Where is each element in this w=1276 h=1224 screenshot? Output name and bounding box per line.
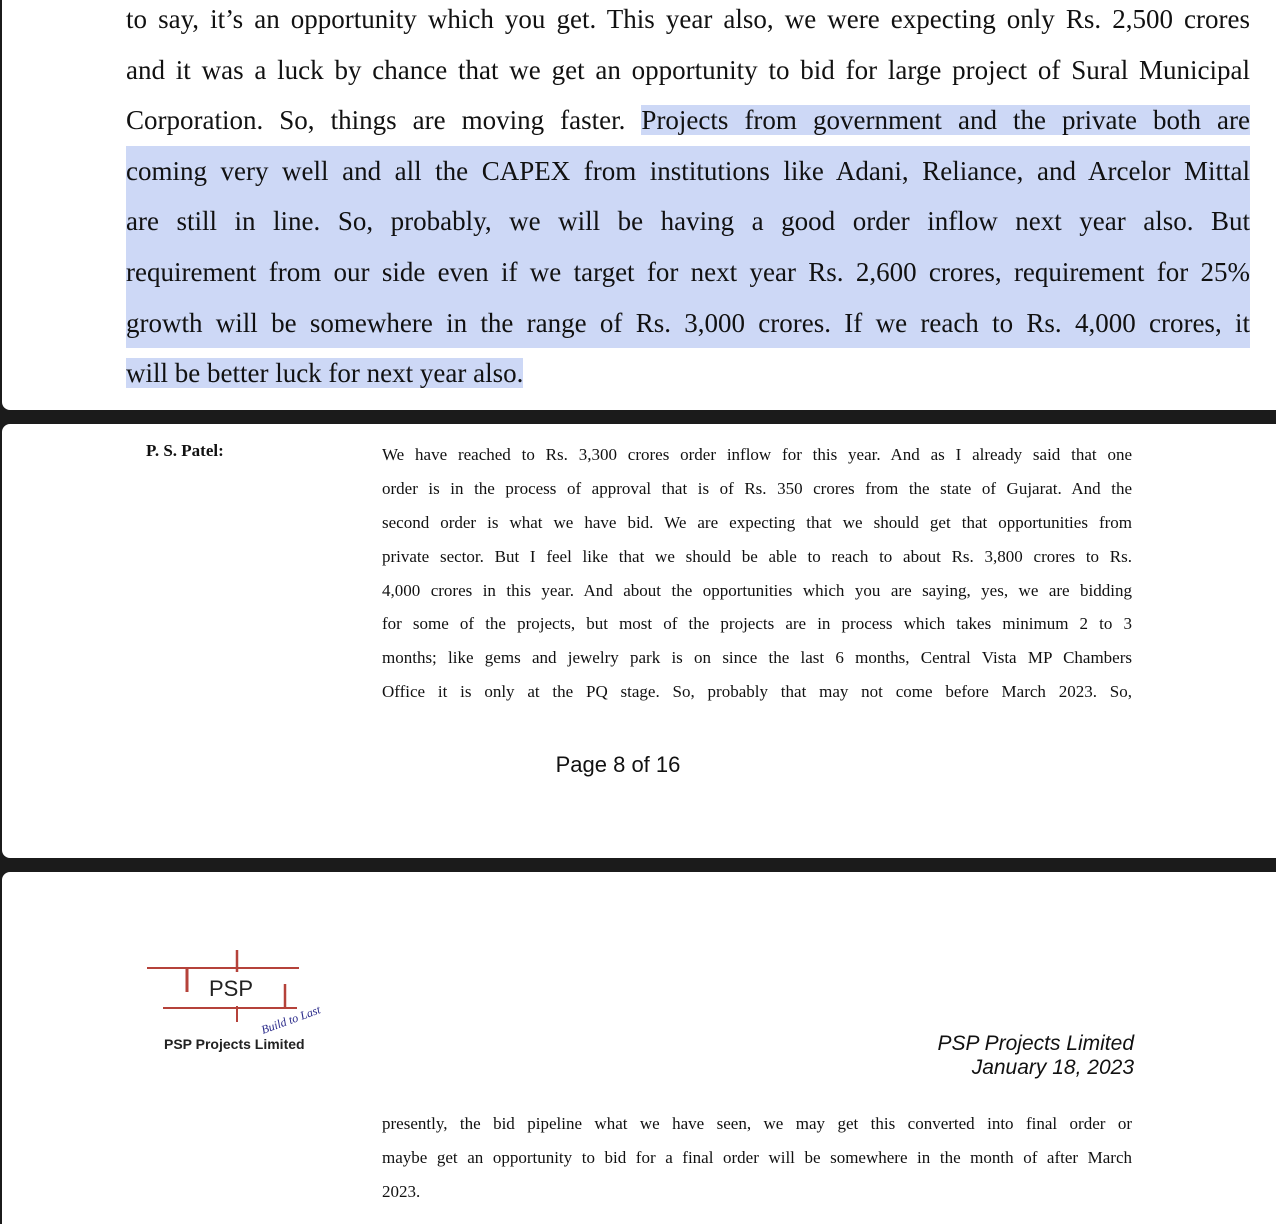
transcript-line: second order is what we have bid. We are expecting that we should get that opportunities from xyxy=(382,512,1132,532)
transcript-body xyxy=(382,438,1132,709)
transcript-line: order is in the process of approval that is of Rs. 350 crores from the state of Gujarat. And the xyxy=(382,478,1132,498)
transcript-line: We have reached to Rs. 3,300 crores order inflow for this year. And as I already said that one xyxy=(382,445,1132,464)
zoom-line-highlighted[interactable] xyxy=(126,348,1250,399)
highlighted-text[interactable]: coming very well and all the CAPEX from institutions like Adani, Reliance, and Arcelor Mittal xyxy=(126,155,1250,186)
continuation-line: presently, the bid pipeline what we have seen, we may get this converted into final order or xyxy=(382,1114,1132,1133)
highlighted-text[interactable]: are still in line. So, probably, we will be having a good order inflow next year also. But xyxy=(126,206,1250,237)
transcript-line: for some of the projects, but most of the projects are in process which takes minimum 2 to 3 xyxy=(382,614,1132,634)
transcript-line: 4,000 crores in this year. And about the opportunities which you are saying, yes, we are bidding xyxy=(382,580,1132,600)
zoom-line-highlighted[interactable] xyxy=(126,196,1250,247)
continuation-line: 2023. xyxy=(382,1181,421,1201)
header-company: PSP Projects Limited xyxy=(937,1032,1134,1055)
speaker-name: P. S. Patel: xyxy=(146,441,224,460)
transcript-line: months; like gems and jewelry park is on since the last 6 months, Central Vista MP Chambers xyxy=(382,648,1132,668)
highlighted-text[interactable]: will be better luck for next year also. xyxy=(126,358,524,389)
page-header xyxy=(938,1032,1134,1080)
page-number: Page 8 of 16 xyxy=(555,752,681,777)
highlighted-text[interactable]: growth will be somewhere in the range of Rs. 3,000 crores. If we reach to Rs. 4,000 crores, it xyxy=(126,307,1250,338)
continuation-line: maybe get an opportunity to bid for a final order will be somewhere in the month of after March xyxy=(382,1147,1132,1167)
zoom-line-highlighted[interactable] xyxy=(126,146,1250,197)
zoom-line xyxy=(126,95,1250,146)
header-date: January 18, 2023 xyxy=(971,1056,1134,1079)
logo-company-name: PSP Projects Limited xyxy=(164,1036,305,1052)
logo-psp-text: PSP xyxy=(209,976,254,1001)
document-page xyxy=(2,424,1276,858)
zoom-text: and it was a luck by chance that we get an opportunity to bid for large project of Sural Municipal xyxy=(126,54,1250,85)
transcript-line: private sector. But I feel like that we should be able to reach to about Rs. 3,800 crores to Rs. xyxy=(382,546,1132,566)
zoomed-paragraph xyxy=(126,0,1250,399)
continuation-body xyxy=(382,1107,1132,1209)
zoom-line xyxy=(126,45,1250,96)
zoomed-page xyxy=(2,0,1276,410)
document-page-next xyxy=(2,872,1276,1224)
zoom-text: to say, it’s an opportunity which you get. This year also, we were expecting only Rs. 2,500 crores xyxy=(126,4,1250,34)
transcript-line: Office it is only at the PQ stage. So, probably that may not come before March 2023. So, xyxy=(382,682,1132,702)
zoom-line-highlighted[interactable] xyxy=(126,247,1250,298)
highlighted-text[interactable]: Projects from government and the private both are xyxy=(641,105,1251,136)
psp-logo-icon xyxy=(147,950,337,1070)
highlighted-text[interactable]: requirement from our side even if we target for next year Rs. 2,600 crores, requirement for 25% xyxy=(126,256,1250,287)
zoom-line-highlighted[interactable] xyxy=(126,298,1250,349)
zoom-line xyxy=(126,0,1250,45)
zoom-text: Corporation. So, things are moving faster. xyxy=(126,105,642,136)
logo-tagline: Build to Last xyxy=(259,1002,323,1037)
